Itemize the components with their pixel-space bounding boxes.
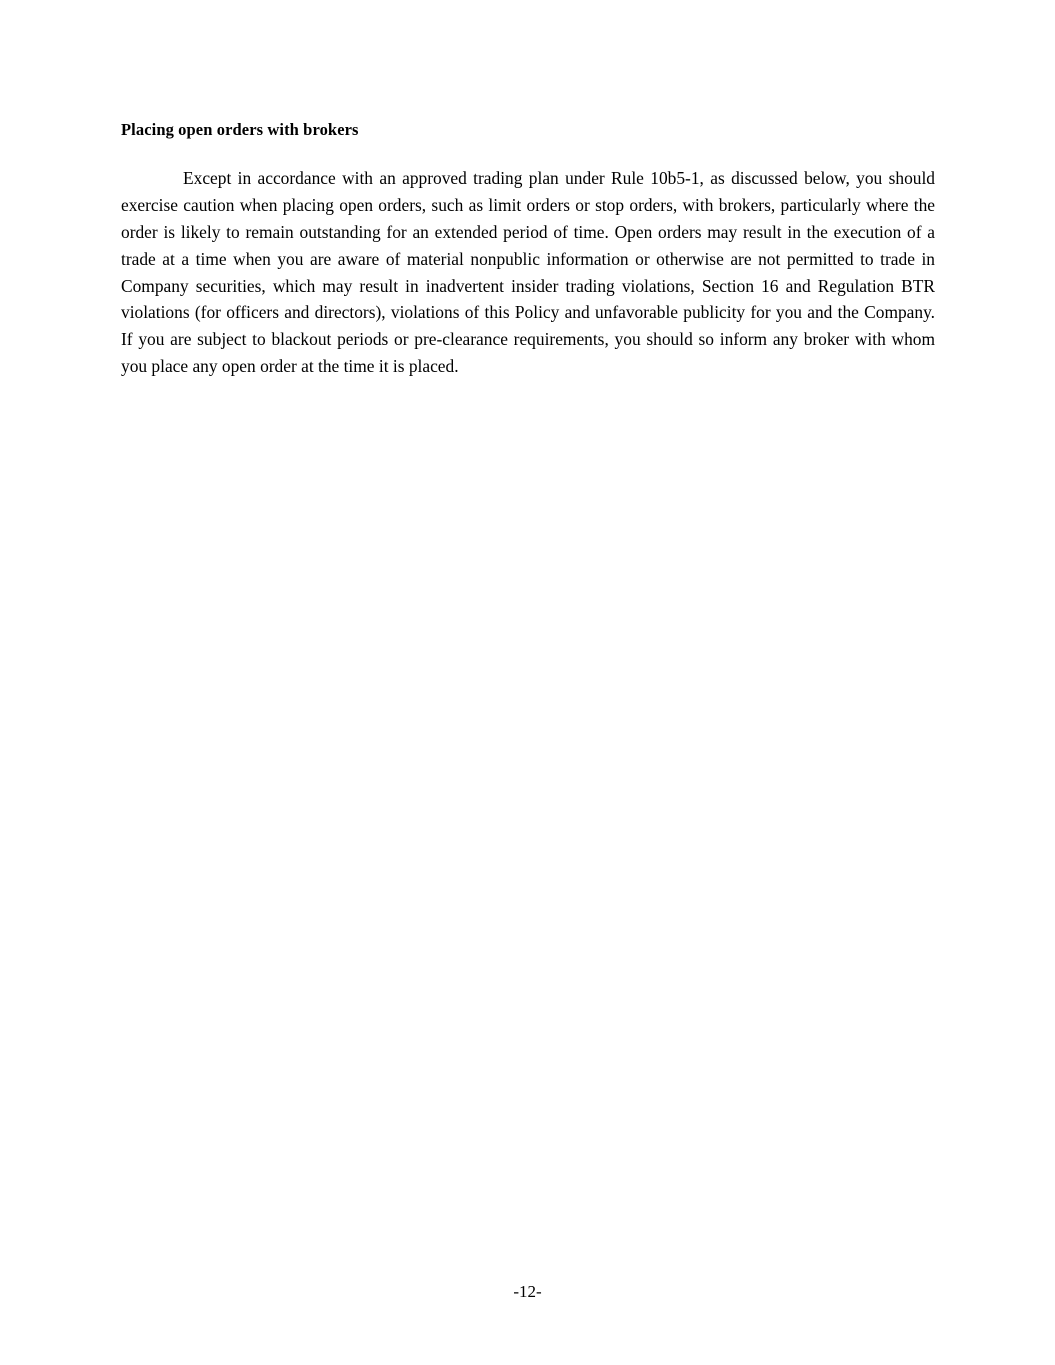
page-content <box>121 120 935 380</box>
body-paragraph: Except in accordance with an approved trading plan under Rule 10b5-1, as discussed below, you should exercise caution when placing open orders, such as limit orders or stop orders, with brokers, particularly where the order is likely to remain outstanding for an extended period of time. Open orders may result in the execution of a trade at a time when you are aware of material nonpublic information or otherwise are not permitted to trade in Company securities, which may result in inadvertent insider trading violations, Section 16 and Regulation BTR violations (for officers and directors), violations of this Policy and unfavorable publicity for you and the Company. If you are subject to blackout periods or pre-clearance requirements, you should so inform any broker with whom you place any open order at the time it is placed. <box>121 167 935 377</box>
section-heading: Placing open orders with brokers <box>121 120 359 139</box>
page-number: -12- <box>513 1282 542 1301</box>
